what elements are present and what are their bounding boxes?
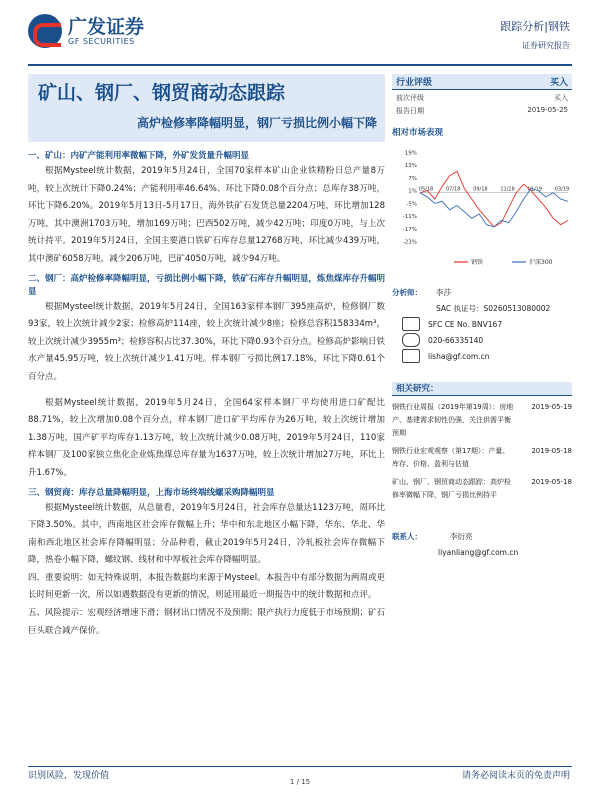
relative-performance-chart <box>392 142 572 270</box>
prev-rating-value: 买入 <box>554 94 568 102</box>
analyst-label: 分析师： <box>392 287 422 297</box>
x-tick-label: 03/19 <box>554 186 570 193</box>
report-category: 证券研究报告 <box>522 41 570 50</box>
report-type: 跟踪分析|钢铁 <box>500 20 570 33</box>
section-heading: 二、钢厂：高炉检修率降幅明显，亏损比例小幅下降，铁矿石库存升幅明显，炼焦煤库存升幅明显 <box>28 273 386 297</box>
related-item-title[interactable]: 矿山、钢厂、钢贸商动态跟踪：高炉检修率微幅下降，钢厂亏损比例持平 <box>392 478 511 499</box>
related-item-date: 2019-05-18 <box>531 478 572 486</box>
chart-title: 相对市场表现 <box>392 128 444 138</box>
gf-logo <box>28 14 144 48</box>
page-header <box>0 0 600 64</box>
series-line <box>420 171 568 226</box>
related-title: 相关研究： <box>392 382 572 396</box>
legend-label: 沪深300 <box>529 259 553 266</box>
id-card-icon <box>402 317 420 331</box>
related-item-date: 2019-05-19 <box>531 403 572 411</box>
footer-divider <box>28 766 572 767</box>
page-number: 1 / 15 <box>289 778 311 786</box>
y-tick-label: 19% <box>404 150 417 157</box>
phone-icon <box>402 333 420 347</box>
x-tick-label: 09/18 <box>473 186 488 193</box>
analyst-email[interactable]: lisha@gf.com.cn <box>428 351 490 361</box>
analyst-block <box>392 284 572 364</box>
y-tick-label: -17% <box>402 226 417 233</box>
section-heading: 一、矿山：内矿产能利用率微幅下降，外矿发货量升幅明显 <box>28 151 250 161</box>
sfc-number: SFC CE No. BNV167 <box>428 319 503 329</box>
main-content <box>28 146 385 640</box>
important-note: 四、重要说明：如无特殊说明，本报告数据均来源于Mysteel。本报告中有部分数据为两周或更长时间更新一次，所以如遇数据没有更新的情况，则延用最近一期报告中的统计数据和点评。 <box>28 572 385 601</box>
related-item[interactable] <box>392 401 572 440</box>
logo-cn: 广发证券 <box>68 15 145 38</box>
analyst-name: 李莎 <box>436 287 451 297</box>
report-date-label: 报告日期 <box>396 107 424 115</box>
related-item-title[interactable]: 钢铁行业周报（2019年第19周）：房地产、基建需求韧性仍强，关注供需平衡预期 <box>392 403 514 437</box>
footer-slogan: 识别风险，发现价值 <box>28 771 110 781</box>
report-date-row <box>392 103 572 116</box>
contact-block <box>392 528 572 560</box>
rating-label: 行业评级 <box>396 78 433 88</box>
page-subtitle: 高炉检修率降幅明显，钢厂亏损比例小幅下降 <box>136 116 377 130</box>
related-item[interactable] <box>392 445 572 471</box>
y-tick-label: 1% <box>408 188 417 195</box>
section-2 <box>28 273 385 483</box>
contact-label: 联系人： <box>392 531 422 541</box>
contact-email[interactable]: liyanliang@gf.com.cn <box>438 547 519 557</box>
rating-value: 买入 <box>549 78 568 88</box>
risk-note: 五、风险提示：宏观经济增速下滑；钢材出口情况不及预期；限产执行力度低于市场预期；矿石巨头联合减产保价。 <box>28 608 386 636</box>
sac-number: SAC 执证号：S0260513080002 <box>436 303 551 313</box>
y-tick-label: 7% <box>408 175 417 182</box>
x-tick-label: 01/19 <box>527 186 543 193</box>
section-paragraph: 根据Mysteel统计数据，2019年5月24日，全国64家样本钢厂平均使用进口矿配比88.71%，较上次增加0.08个百分点，样本钢厂进口矿平均库存为26万吨，较上次统计增加1.38万吨，国产矿平均库存1.13万吨，较上次统计减少0.08万吨，2019年5月24日，110家样本钢厂及100家独立焦化企业炼焦煤总库存量为1637万吨，较上次统计增加27万吨，环比上升1.67%。 <box>28 397 385 478</box>
section-3 <box>28 487 385 570</box>
section-paragraph: 根据Mysteel统计数据，2019年5月24日，全国70家样本矿山企业铁精粉日总产量8万吨，较上次统计下降0.24%；产能利用率46.64%、环比下降0.08个百分点；总库存38万吨，环比下降6.20%。2019年5月13日-5月17日，海外铁矿石发货总量2204万吨，环比增加128万吨，其中澳洲1703万吨，增加169万吨；巴西502万吨，减少42万吨；印度0万吨，与上次统计持平。2019年5月24日，全国主要港口铁矿石库存总量12768万吨，环比减少439万吨，其中澳矿6058万吨，减少206万吨，巴矿4050万吨，减少94万吨。 <box>28 166 385 264</box>
related-research <box>392 382 572 502</box>
mail-icon <box>402 349 420 363</box>
section-1 <box>28 150 385 269</box>
sidebar <box>392 74 572 560</box>
x-tick-label: 11/18 <box>500 186 515 193</box>
legend-label: 钢铁 <box>471 259 484 266</box>
gf-logo-icon <box>28 14 62 48</box>
x-tick-label: 05/18 <box>418 186 434 193</box>
title-box <box>28 74 385 142</box>
report-date-value: 2019-05-25 <box>527 106 568 114</box>
analyst-phone: 020-66335140 <box>428 335 484 345</box>
chart-svg <box>392 142 572 270</box>
y-tick-label: 13% <box>404 163 417 170</box>
x-tick-label: 07/18 <box>445 186 461 193</box>
logo-en: GF SECURITIES <box>68 36 135 46</box>
prev-rating-row <box>392 90 572 103</box>
header-divider <box>28 64 572 66</box>
section-paragraph: 根据Mysteel统计数据，2019年5月24日，全国163家样本钢厂395座高炉，检修钢厂数93家，较上次统计减少2家；检修高炉114座，较上次统计减少8座；检修总容积158334m³，较上次统计减少3955m³；检修容积占比37.30%，环比下降0.93个百分点。检修高炉影响日铁水产量45.95万吨，较上次统计减少1.41万吨。样本钢厂亏损比例17.18%，环比下降0.61个百分点。 <box>28 301 385 382</box>
related-item[interactable] <box>392 476 572 502</box>
contact-name: 李衍亮 <box>450 531 473 541</box>
related-item-title[interactable]: 钢铁行业宏观观察（第17期）：产量、库存、价格、盈利与估值 <box>392 447 510 468</box>
section-heading: 三、钢贸商：库存总量降幅明显，上海市场终端线螺采购降幅明显 <box>28 487 275 498</box>
rating-bar <box>392 74 572 90</box>
section-paragraph: 根据Mysteel统计数据，从总量看，2019年5月24日，社会库存总量达1123万吨，周环比下降3.50%。其中，西南地区社会库存微幅上升；华中和东北地区小幅下降，华东、华北、华南和西北地区社会库存降幅明显；分品种看，截止2019年5月24日，冷轧板社会库存微幅下降，热卷小幅下降，螺纹钢、线材和中厚板社会库存降幅明显。 <box>28 502 385 566</box>
page-title: 矿山、钢厂、钢贸商动态跟踪 <box>38 82 286 104</box>
prev-rating-label: 前次评级 <box>396 94 424 102</box>
y-tick-label: -5% <box>406 201 417 208</box>
related-item-date: 2019-05-18 <box>531 447 572 455</box>
footer-disclaimer: 请务必阅读末页的免责声明 <box>461 771 570 781</box>
y-tick-label: -23% <box>402 239 417 246</box>
y-tick-label: -11% <box>402 214 417 221</box>
